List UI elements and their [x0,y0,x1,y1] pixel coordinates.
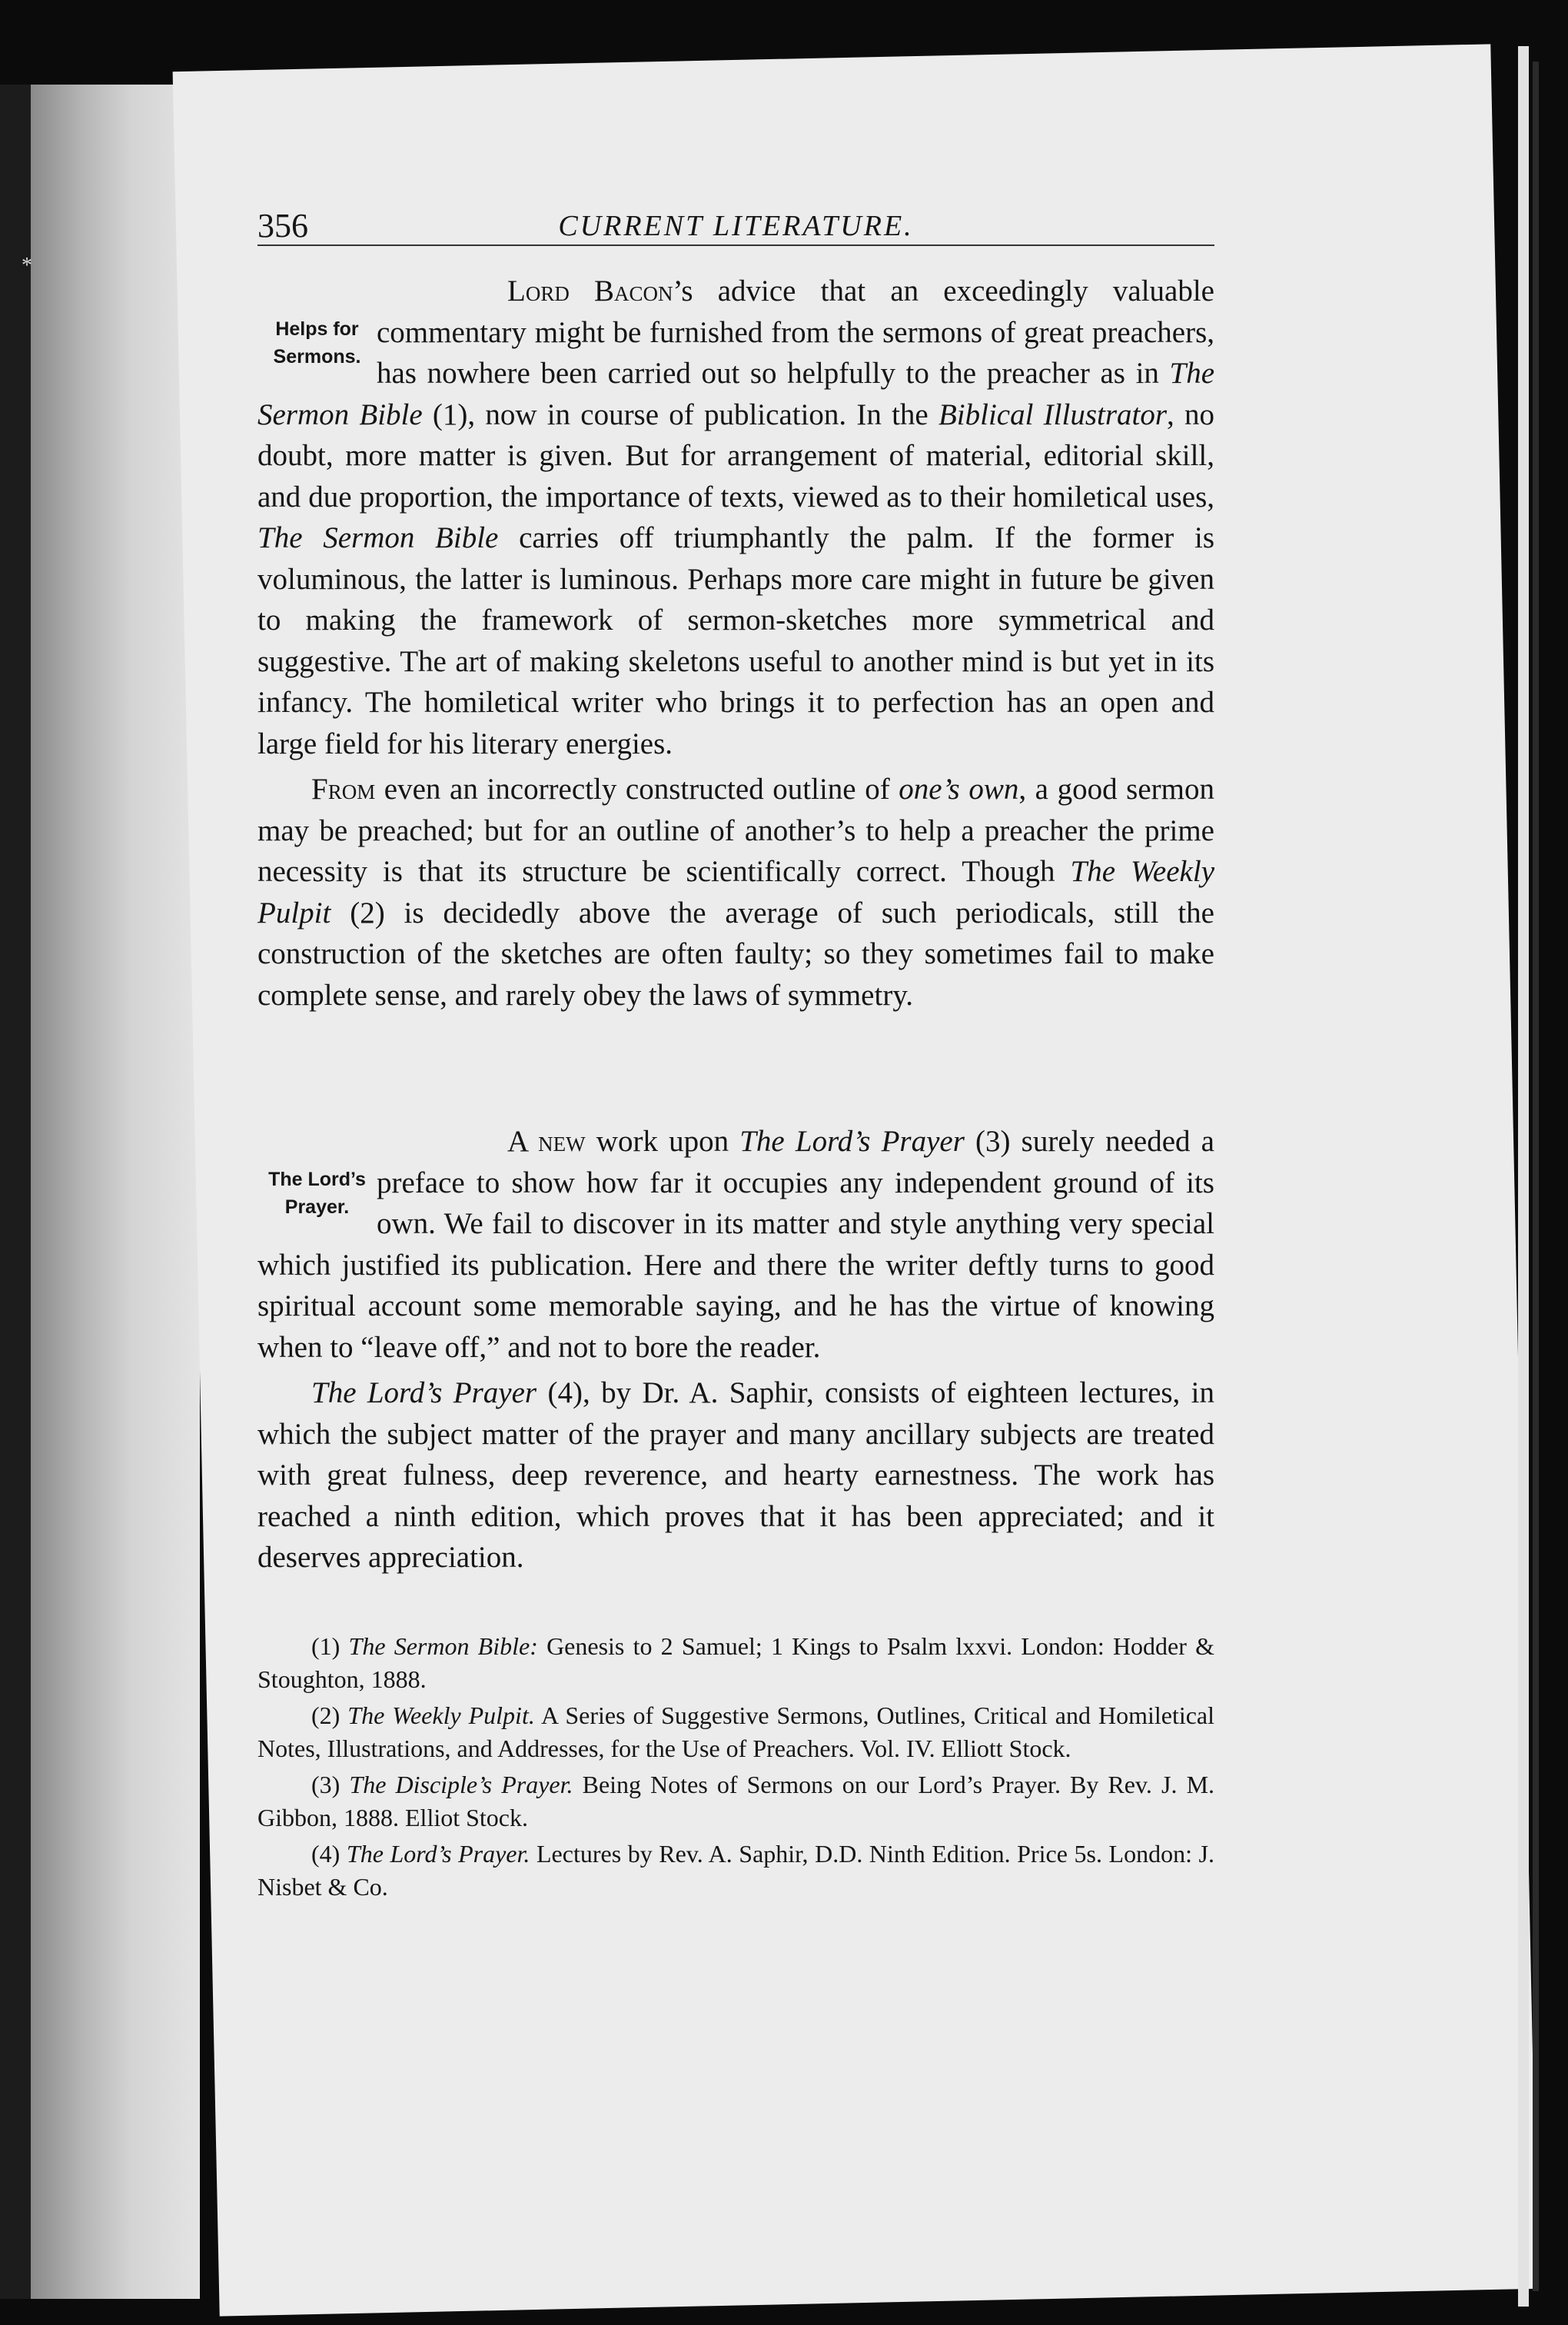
paragraph-text: ’s advice that an exceedingly valuable commentary might be furnished from the sermons of great preachers, has nowhere been carried out so helpfully to the preacher as in [377,274,1214,390]
book-edge-shadow [0,85,31,2299]
paragraph-saphir [257,1372,1214,1578]
lead-small-caps: Lord Bacon [507,274,673,308]
footnote-text: Lectures by Rev. A. Saphir, D.D. Ninth Edition. Price 5s. London: J. Nisbet & Co. [257,1840,1214,1901]
footnote-1 [257,1630,1214,1696]
paragraph-outline [257,769,1214,1016]
footnote-number: (4) [311,1840,341,1868]
footnote-title: The Lord’s Prayer. [346,1840,530,1868]
side-note-helps-for-sermons: Helps for Sermons. [273,318,361,368]
paragraph-text: (3) surely needed a preface to show how far it occupies any independent ground of its own. We fail to discover in its matter and style anything very special which justified its publication. Here and there the writer deftly turns to good spiritual account some memorable saying, and he has the virtue of knowing when to “leave off,” and not to bore the reader. [257,1125,1214,1364]
footnote-title: The Sermon Bible: [348,1632,538,1660]
paragraph-text: , a good sermon may be preached; but for an outline of another’s to help a preacher the prime necessity is that its structure be scientifically correct. Though [257,773,1214,888]
footnote-text: Being Notes of Sermons on our Lord’s Prayer. By Rev. J. M. Gibbon, 1888. Elliot Stock. [257,1771,1215,1831]
lead-small-caps: From [311,773,376,806]
paragraph-text: (1), now in course of publication. In the [422,397,938,431]
italic-title: The Sermon Bible [257,521,499,554]
section-lords-prayer [257,1121,1214,1578]
italic-title: The Lord’s Prayer [311,1376,537,1409]
header-rule [257,244,1214,246]
footnote-title: The Weekly Pulpit. [347,1701,535,1729]
paragraph-new-work [257,1121,1214,1368]
italic-phrase: one’s own [899,773,1019,806]
footnote-number: (2) [311,1701,341,1729]
footnote-title: The Disciple’s Prayer. [349,1771,573,1798]
page-stack-edge [31,85,200,2299]
paragraph-text: work upon [585,1125,740,1158]
footnote-number: (1) [311,1632,341,1660]
paragraph-text: (4), by Dr. A. Saphir, consists of eighteen lectures, in which the subject matter of the prayer and many ancillary subjects are treated with great fulness, deep reverence, and hearty earnestness. The work has reached a ninth edition, which proves that it has been appreciated; and it deserves appreciation. [257,1376,1215,1574]
lead-small-caps: A new [507,1125,586,1158]
paragraph-text: even an incorrectly constructed outline of [375,773,899,806]
running-head: CURRENT LITERATURE. [558,210,914,242]
paragraph-text: , no doubt, more matter is given. But for arrangement of material, editorial skill, and due proportion, the importance of texts, viewed as to their homiletical uses, [257,397,1214,514]
footnotes [257,1630,1214,1907]
footnote-4 [257,1838,1214,1904]
footnote-number: (3) [311,1771,341,1798]
italic-title: The Sermon Bible [257,357,1214,431]
paragraph-text: carries off triumphantly the palm. If the former is voluminous, the latter is luminous. Perhaps more care might in future be given to making the framework of sermon-sketches more symmetrical and suggestive. The art of making skeletons useful to another mind is but yet in its infancy. The homiletical writer who brings it to perfection has an open and large field for his literary energies. [257,521,1214,760]
italic-title: Biblical Illustrator [938,397,1168,431]
footnote-text: A Series of Suggestive Sermons, Outlines, Critical and Homiletical Notes, Illustrations, and Addresses, for the Use of Preachers. Vol. IV. Elliott Stock. [257,1701,1215,1762]
scan-speck: * [22,254,32,278]
footnote-text: Genesis to 2 Samuel; 1 Kings to Psalm lxxvi. London: Hodder & Stoughton, 1888. [257,1632,1215,1693]
paragraph-text: (2) is decidedly above the average of such periodicals, still the construction of the sketches are often faulty; so they sometimes fail to make complete sense, and rarely obey the laws of symmetry. [257,896,1214,1012]
section-helps-for-sermons [257,271,1214,1016]
binding-edge [1533,62,1539,2291]
side-note-lords-prayer: The Lord’s Prayer. [268,1169,366,1218]
footnote-2 [257,1699,1214,1765]
right-page-edge [1518,46,1529,2307]
footnote-3 [257,1768,1214,1834]
page-number: 356 [257,207,308,244]
italic-title: The Lord’s Prayer [739,1125,965,1158]
paragraph-lord-bacon [257,271,1214,764]
italic-title: The Weekly Pulpit [257,855,1215,930]
